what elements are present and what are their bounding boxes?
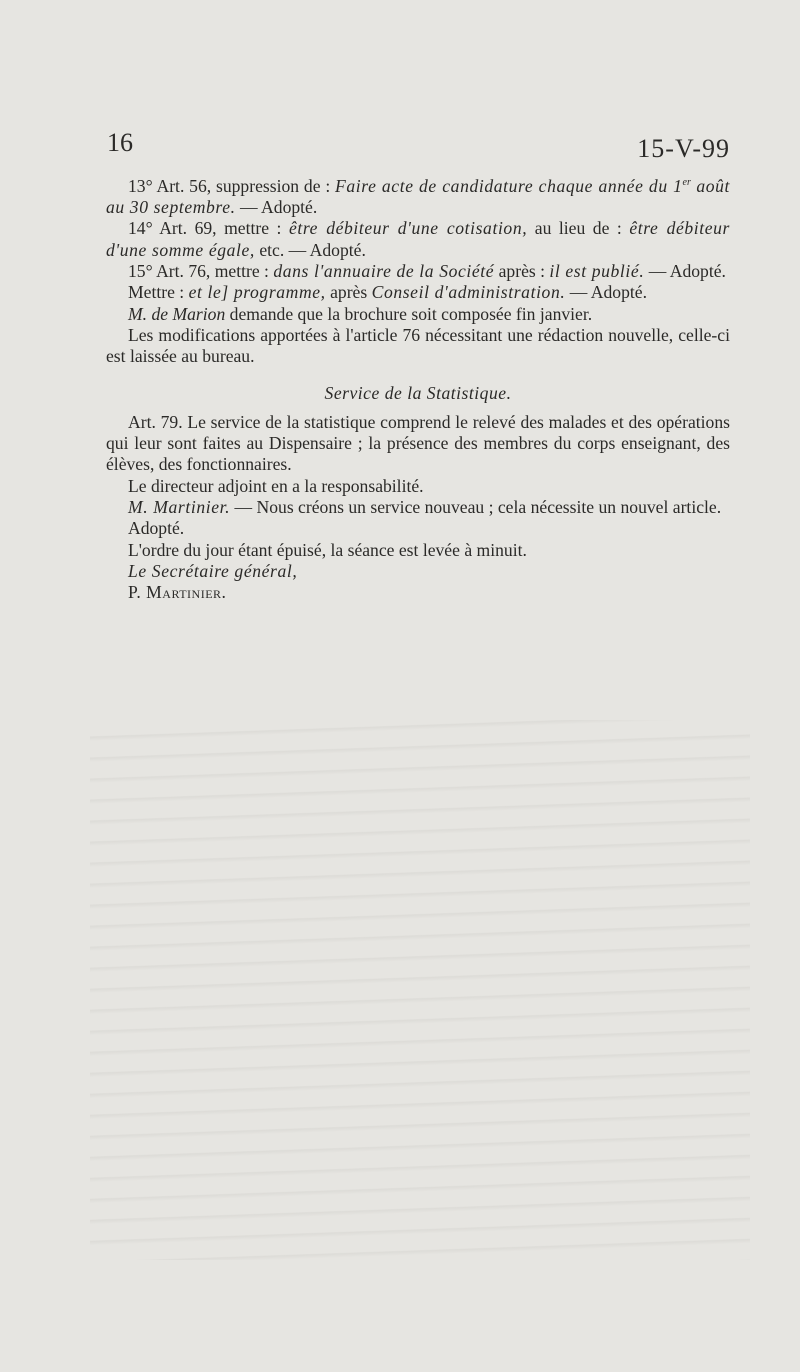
item-mettre: Mettre : et le] programme, après Conseil d'administration. — Adopté. <box>128 282 647 303</box>
closing-note: L'ordre du jour étant épuisé, la séance est levée à minuit. <box>128 539 527 560</box>
article-79: Art. 79. Le service de la statistique comprend le relevé des malades et des opérations qui leur sont faites au Dispensaire ; la présence des membres du corps enseignant, des élèves, des fonctionnaires. <box>106 411 730 475</box>
director-note: Le directeur adjoint en a la responsabilité. <box>128 475 424 496</box>
item-14: 14° Art. 69, mettre : être débiteur d'une cotisation, au lieu de : être débiteur d'une somme égale, etc. — Adopté. <box>106 218 730 260</box>
signature-title: Le Secrétaire général, <box>128 560 298 581</box>
minutes-body <box>106 172 730 604</box>
reverse-side-bleed-through <box>90 720 750 1260</box>
martinier-remark: M. Martinier. — Nous créons un service nouveau ; cela nécessite un nouvel article. <box>128 497 722 518</box>
signature-name: P. Martinier. <box>128 582 227 603</box>
modifications-note: Les modifications apportées à l'article 76 nécessitant une rédaction nouvelle, celle-ci est laissée au bureau. <box>106 324 730 367</box>
marion-request: M. de Marion demande que la brochure soit composée fin janvier. <box>128 303 593 324</box>
item-13: 13° Art. 56, suppression de : Faire acte de candidature chaque année du 1er août au 30 septembre. — Adopté. <box>106 175 730 218</box>
page-header <box>107 128 730 162</box>
adopted-note: Adopté. <box>128 518 185 539</box>
session-date: 15-V-99 <box>637 134 730 163</box>
section-title: Service de la Statistique. <box>324 382 512 403</box>
item-15: 15° Art. 76, mettre : dans l'annuaire de la Société après : il est publié. — Adopté. <box>128 261 726 282</box>
page-number: 16 <box>107 128 133 157</box>
